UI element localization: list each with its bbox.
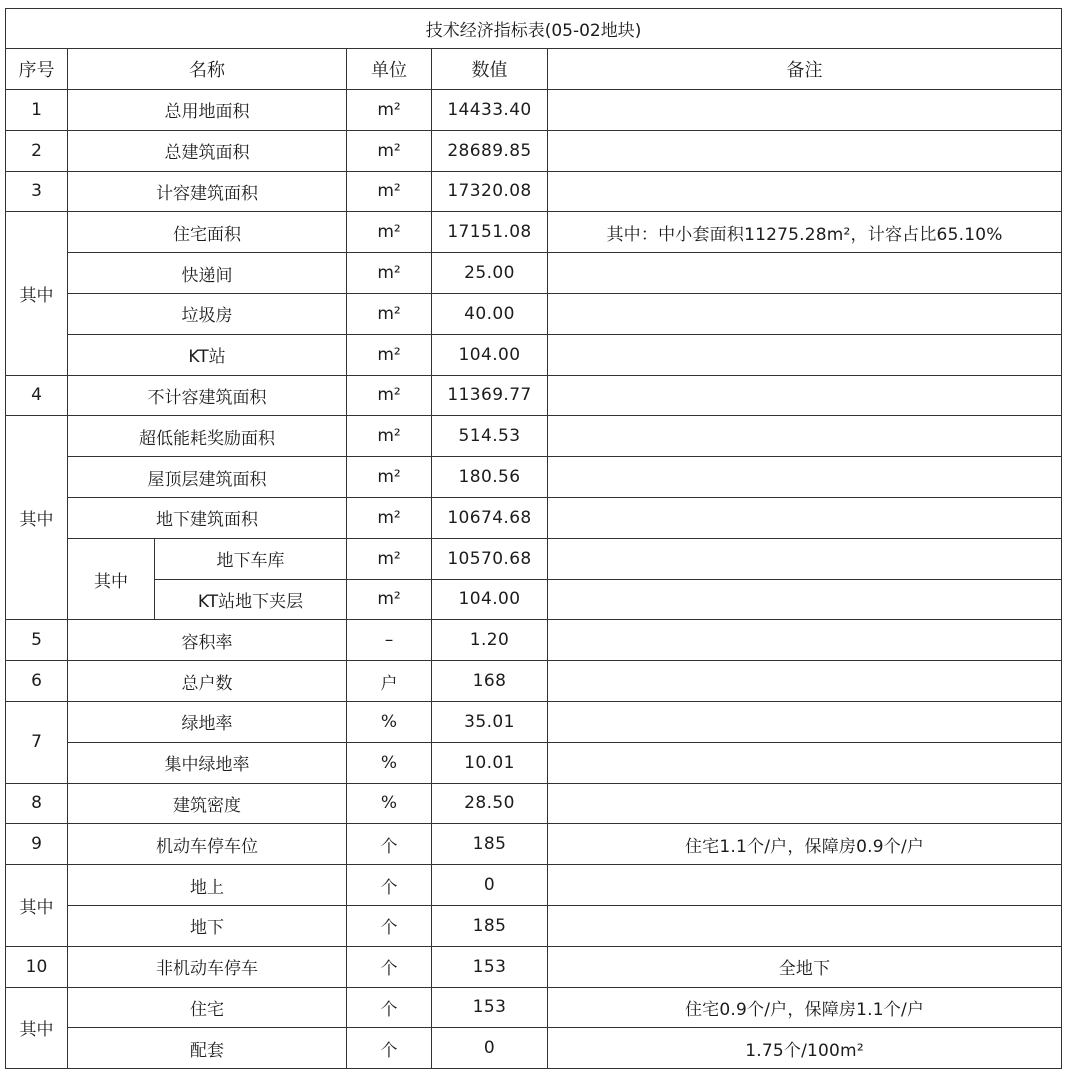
table-row	[6, 661, 1062, 702]
row-value: 14433.40	[432, 90, 548, 131]
row-remark	[548, 620, 1062, 661]
row-value: 180.56	[432, 457, 548, 498]
row-value: 10674.68	[432, 497, 548, 538]
table-row	[6, 334, 1062, 375]
header-name: 名称	[68, 49, 347, 90]
row-remark	[548, 701, 1062, 742]
table-row	[6, 457, 1062, 498]
row-unit: m²	[347, 497, 432, 538]
row-remark	[548, 375, 1062, 416]
row-value: 10570.68	[432, 538, 548, 579]
table-row	[6, 946, 1062, 987]
row-unit: m²	[347, 253, 432, 294]
row-value: 10.01	[432, 742, 548, 783]
indicator-table	[5, 8, 1062, 1069]
row-unit: m²	[347, 334, 432, 375]
group-label: 其中	[6, 416, 68, 620]
header-value: 数值	[432, 49, 548, 90]
row-remark	[548, 783, 1062, 824]
row-value: 17151.08	[432, 212, 548, 253]
row-value: 17320.08	[432, 171, 548, 212]
row-name: 计容建筑面积	[68, 171, 347, 212]
row-unit: –	[347, 620, 432, 661]
table-row	[6, 701, 1062, 742]
row-remark	[548, 457, 1062, 498]
table-row	[6, 130, 1062, 171]
subgroup-label: 其中	[68, 538, 155, 620]
table-row	[6, 783, 1062, 824]
row-name: 总用地面积	[68, 90, 347, 131]
row-index: 7	[6, 701, 68, 783]
table-row	[6, 375, 1062, 416]
row-remark: 其中：中小套面积11275.28m²，计容占比65.10%	[548, 212, 1062, 253]
row-unit: 个	[347, 1028, 432, 1069]
row-unit: m²	[347, 212, 432, 253]
row-index: 2	[6, 130, 68, 171]
row-index: 9	[6, 824, 68, 865]
row-value: 28.50	[432, 783, 548, 824]
row-value: 153	[432, 987, 548, 1028]
table-title: 技术经济指标表(05-02地块)	[6, 9, 1062, 49]
row-unit: %	[347, 783, 432, 824]
row-value: 514.53	[432, 416, 548, 457]
row-unit: m²	[347, 579, 432, 620]
row-value: 153	[432, 946, 548, 987]
row-value: 28689.85	[432, 130, 548, 171]
row-remark	[548, 130, 1062, 171]
row-name: 地下建筑面积	[68, 497, 347, 538]
table-row	[6, 416, 1062, 457]
table-row	[6, 293, 1062, 334]
table-row	[6, 171, 1062, 212]
row-unit: m²	[347, 90, 432, 131]
table-row	[6, 620, 1062, 661]
row-unit: m²	[347, 457, 432, 498]
table-row	[6, 579, 1062, 620]
row-remark	[548, 579, 1062, 620]
row-remark: 全地下	[548, 946, 1062, 987]
title-row	[6, 9, 1062, 49]
row-index: 5	[6, 620, 68, 661]
row-unit: 个	[347, 824, 432, 865]
table-row	[6, 824, 1062, 865]
row-remark	[548, 171, 1062, 212]
row-unit: 个	[347, 865, 432, 906]
table-row	[6, 212, 1062, 253]
table-row	[6, 1028, 1062, 1069]
row-remark	[548, 661, 1062, 702]
row-unit: m²	[347, 293, 432, 334]
row-unit: m²	[347, 171, 432, 212]
row-value: 185	[432, 824, 548, 865]
row-unit: 户	[347, 661, 432, 702]
header-unit: 单位	[347, 49, 432, 90]
row-value: 104.00	[432, 334, 548, 375]
row-name: 集中绿地率	[68, 742, 347, 783]
row-remark: 1.75个/100m²	[548, 1028, 1062, 1069]
row-unit: m²	[347, 416, 432, 457]
row-value: 1.20	[432, 620, 548, 661]
row-name: 绿地率	[68, 701, 347, 742]
row-value: 185	[432, 905, 548, 946]
table-row	[6, 865, 1062, 906]
row-value: 0	[432, 865, 548, 906]
row-name: KT站	[68, 334, 347, 375]
table-row	[6, 90, 1062, 131]
row-remark: 住宅1.1个/户，保障房0.9个/户	[548, 824, 1062, 865]
row-name: 地下	[68, 905, 347, 946]
row-name: 容积率	[68, 620, 347, 661]
row-unit: %	[347, 742, 432, 783]
row-index: 8	[6, 783, 68, 824]
table-row	[6, 538, 1062, 579]
row-remark	[548, 334, 1062, 375]
header-row	[6, 49, 1062, 90]
row-remark	[548, 742, 1062, 783]
row-name: 地下车库	[155, 538, 347, 579]
group-label: 其中	[6, 212, 68, 375]
row-value: 11369.77	[432, 375, 548, 416]
row-name: 住宅面积	[68, 212, 347, 253]
row-remark	[548, 293, 1062, 334]
row-name: 总建筑面积	[68, 130, 347, 171]
group-label: 其中	[6, 865, 68, 947]
row-remark: 住宅0.9个/户，保障房1.1个/户	[548, 987, 1062, 1028]
row-index: 6	[6, 661, 68, 702]
row-index: 3	[6, 171, 68, 212]
row-remark	[548, 90, 1062, 131]
row-name: 地上	[68, 865, 347, 906]
row-unit: m²	[347, 130, 432, 171]
row-value: 0	[432, 1028, 548, 1069]
row-name: 住宅	[68, 987, 347, 1028]
row-unit: 个	[347, 987, 432, 1028]
group-label: 其中	[6, 987, 68, 1069]
table-row	[6, 905, 1062, 946]
row-unit: m²	[347, 538, 432, 579]
row-remark	[548, 416, 1062, 457]
table-row	[6, 497, 1062, 538]
row-value: 104.00	[432, 579, 548, 620]
table-row	[6, 987, 1062, 1028]
header-remark: 备注	[548, 49, 1062, 90]
row-remark	[548, 538, 1062, 579]
row-name: 不计容建筑面积	[68, 375, 347, 416]
row-unit: m²	[347, 375, 432, 416]
row-index: 4	[6, 375, 68, 416]
row-unit: 个	[347, 905, 432, 946]
row-name: 非机动车停车	[68, 946, 347, 987]
row-name: 屋顶层建筑面积	[68, 457, 347, 498]
row-name: 快递间	[68, 253, 347, 294]
row-value: 40.00	[432, 293, 548, 334]
header-index: 序号	[6, 49, 68, 90]
row-index: 1	[6, 90, 68, 131]
row-name: 总户数	[68, 661, 347, 702]
row-name: 机动车停车位	[68, 824, 347, 865]
row-value: 35.01	[432, 701, 548, 742]
row-unit: %	[347, 701, 432, 742]
row-name: 超低能耗奖励面积	[68, 416, 347, 457]
row-name: KT站地下夹层	[155, 579, 347, 620]
table-row	[6, 742, 1062, 783]
row-remark	[548, 905, 1062, 946]
row-index: 10	[6, 946, 68, 987]
row-name: 垃圾房	[68, 293, 347, 334]
table-row	[6, 253, 1062, 294]
row-name: 建筑密度	[68, 783, 347, 824]
row-remark	[548, 865, 1062, 906]
row-name: 配套	[68, 1028, 347, 1069]
row-value: 168	[432, 661, 548, 702]
row-remark	[548, 253, 1062, 294]
row-unit: 个	[347, 946, 432, 987]
row-remark	[548, 497, 1062, 538]
row-value: 25.00	[432, 253, 548, 294]
